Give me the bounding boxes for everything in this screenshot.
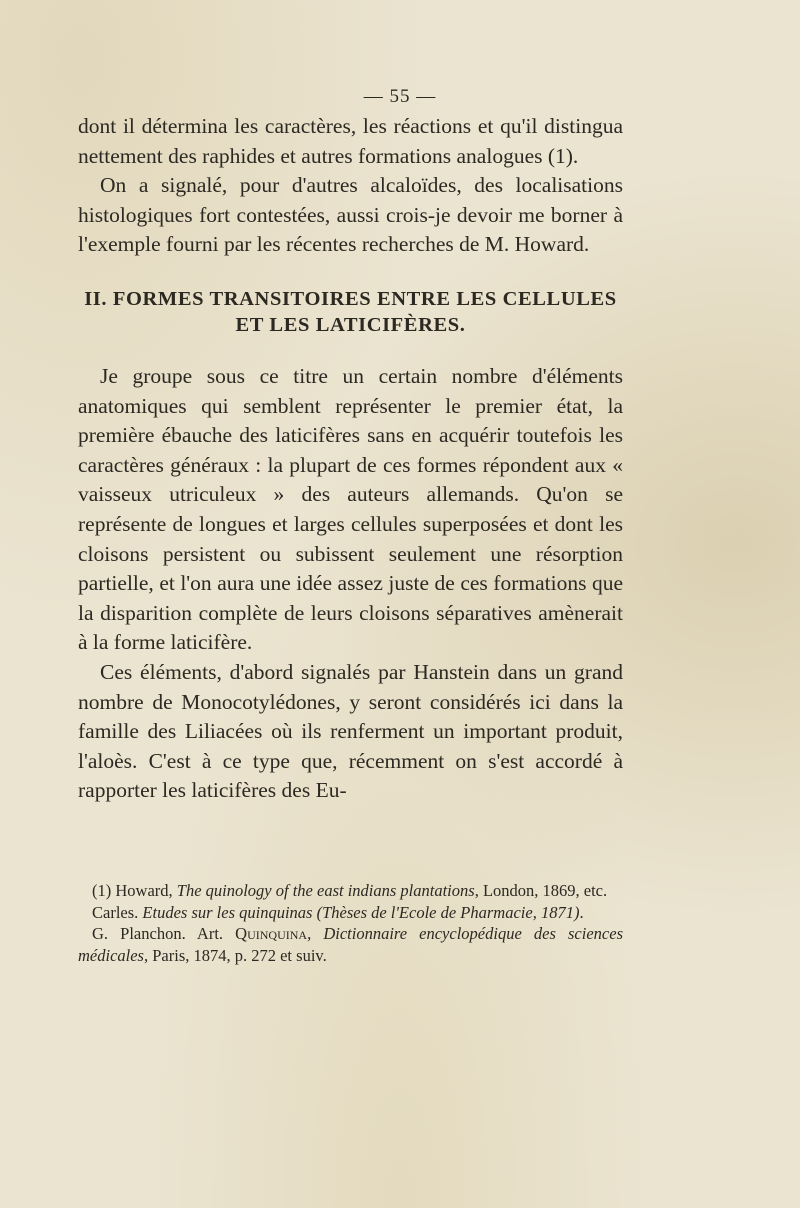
footnotes — [78, 880, 623, 966]
page-number: — 55 — — [363, 86, 437, 107]
footnote-carles: Carles. Etudes sur les quinquinas (Thèses de l'Ecole de Pharmacie, 1871). — [92, 902, 584, 922]
footnote-howard: (1) Howard, The quinology of the east indians plantations, London, 1869, etc. — [92, 881, 608, 900]
paragraph-alkaloids: On a signalé, pour d'autres alcaloïdes, des localisations histologiques fort contestées, aussi crois-je devoir me borner à l'exemple fourni par les récentes recherches de M. Howard. — [78, 173, 623, 257]
footnote-planchon-article: Quinquina — [235, 924, 308, 943]
main-text — [78, 112, 623, 806]
section-heading-line1: II. FORMES TRANSITOIRES ENTRE LES CELLULES — [84, 287, 617, 310]
section-heading — [78, 286, 623, 338]
footnote-planchon-title: , Dictionnaire encyclopédique des sciences médicales — [78, 924, 623, 965]
section-heading-line2: ET LES LATICIFÈRES. — [235, 313, 466, 336]
footnote-carles-title: Etudes sur les quinquinas (Thèses de l'Ecole de Pharmacie, 1871) — [142, 902, 580, 922]
paragraph-elements: Ces éléments, d'abord signalés par Hanstein dans un grand nombre de Monocotylédones, y seront considérés ici dans la famille des Liliacées où ils renferment un important produit, l'aloès. C'est à ce type que, récemment on s'est accordé à rapporter les laticifères des Eu- — [78, 659, 623, 803]
paragraph-transitory-forms: Je groupe sous ce titre un certain nombre d'éléments anatomiques qui semblent représenter le premier état, la première ébauche des laticifères sans en acquérir toutefois les caractères généraux : la plupart de ces formes répondent aux « vaisseux utriculeux » des auteurs allemands. Qu'on se représente de longues et larges cellules superposées et dont les cloisons persistent ou subissent seulement une résorption partielle, et l'on aura une idée assez juste de ces formations que la disparition complète de leurs cloisons séparatives amènerait à la forme laticifère. — [78, 363, 623, 655]
footnote-howard-title: The quinology of the east indians plantations — [176, 881, 475, 900]
paragraph-continuation: dont il détermina les caractères, les réactions et qu'il distingua nettement des raphides et autres formations analogues (1). — [78, 114, 623, 168]
footnote-planchon: G. Planchon. Art. Quinquina, Dictionnaire encyclopédique des sciences médicales, Paris, 1874, p. 272 et suiv. — [78, 924, 623, 965]
